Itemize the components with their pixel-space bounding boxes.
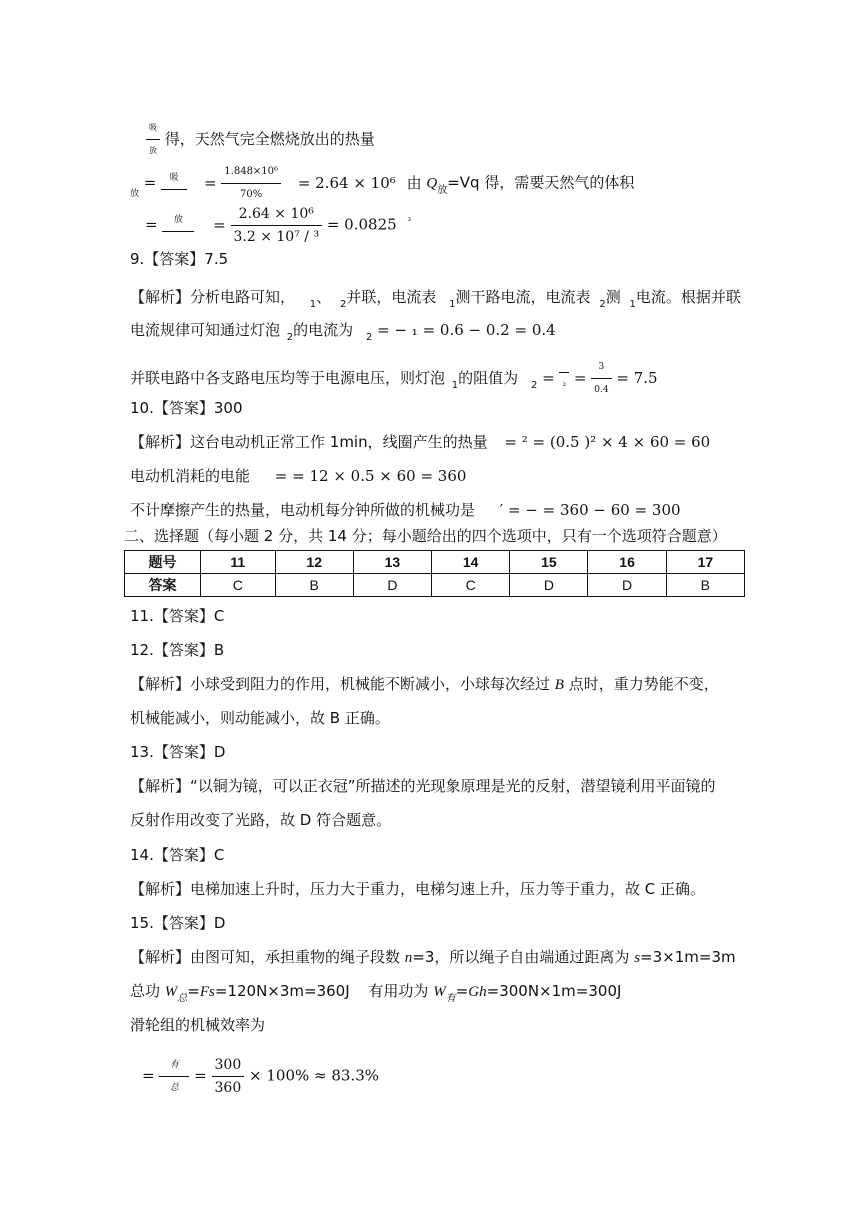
analysis-9-line-2: 电流规律可知通过灯泡 $_2$的电流为 $_2$ = − ₁ = 0.6 − 0.2 = 0.4 [130,321,556,343]
answer-table [124,550,745,597]
answer-9: 9.【答案】7.5 [130,250,229,268]
answer-15: 15.【答案】D [130,914,226,932]
fraction: $\frac{\text{吸}}{\text{放}}$ [146,118,160,161]
fraction: $\frac{\text{2.64 × 10⁶}}{\text{3.2 × 10⁷ / ³}}$ [231,204,323,247]
table-cell: 答案 [125,574,201,597]
efficiency-formula: = $\frac{\text{有}}{\text{总}}$ = $\frac{300}{360}$ × 100% ≈ 83.3% [142,1057,379,1096]
table-cell: 题号 [125,551,201,574]
formula-line-3: = 放 = $\frac{\text{2.64 × 10⁶}}{\text{3.2 × 10⁷ / ³}}$ = 0.0825 $^{^3}$ [145,206,412,245]
analysis-9-line-1: 【解析】分析电路可知， $_1$、 $_2$并联，电流表 $_1$测干路电流，电流表 $_2$测 $_1$电流。根据并联 [130,288,741,310]
analysis-14-line-1: 【解析】电梯加速上升时，压力大于重力，电梯匀速上升，压力等于重力，故 C 正确。 [130,880,706,898]
formula-line-1: $\frac{\text{吸}}{\text{放}}$ 得，天然气完全燃烧放出的热量 [146,118,375,161]
table-cell: 16 [588,551,666,574]
fraction: 吸 [161,168,187,199]
table-cell: D [353,574,431,597]
answer-14: 14.【答案】C [130,846,225,864]
fraction: $\frac{\text{有}}{\text{总}}$ [159,1055,189,1098]
answer-10: 10.【答案】300 [130,399,243,417]
table-cell: C [432,574,510,597]
analysis-13-line-2: 反射作用改变了光路，故 D 符合题意。 [130,811,392,829]
analysis-10-line-1: 【解析】这台电动机正常工作 1min，线圈产生的热量 = ² = (0.5 )² × 4 × 60 = 60 [130,433,711,451]
analysis-15-line-3: 滑轮组的机械效率为 [130,1016,266,1034]
analysis-15-line-1: 【解析】由图可知，承担重物的绳子段数 n=3，所以绳子自由端通过距离为 s=3×1m=3m [130,948,736,966]
answer-12: 12.【答案】B [130,641,225,659]
analysis-9-line-3: 并联电路中各支路电压均等于电源电压，则灯泡 $_1$的阻值为 $_2$ = ₂ = $\frac{3}{0.4}$ = 7.5 [130,357,658,400]
fraction: 放 [162,210,194,241]
answer-13: 13.【答案】D [130,743,226,761]
table-cell: 12 [275,551,353,574]
table-cell: B [275,574,353,597]
table-cell: D [510,574,588,597]
formula-line-2: $_放$ = 吸 = $\frac{\text{1.848×10⁶}}{70\%}$ = 2.64 × 10⁶ 由 $Q_放=Vq$ 得，需要天然气的体积 [130,162,634,205]
answer-11: 11.【答案】C [130,607,225,625]
analysis-10-line-3: 不计摩擦产生的热量，电动机每分钟所做的机械功是 ′ = − = 360 − 60 = 300 [130,501,681,519]
table-cell: C [201,574,276,597]
table-cell: 15 [510,551,588,574]
fraction: $\frac{\text{1.848×10⁶}}{70\%}$ [221,162,281,205]
fraction: ₂ [559,363,569,394]
table-cell: B [666,574,744,597]
analysis-13-line-1: 【解析】“以铜为镜，可以正衣冠”所描述的光现象原理是光的反射，潜望镜利用平面镜的 [130,777,716,795]
table-cell: 14 [432,551,510,574]
analysis-12-line-2: 机械能减小，则动能减小，故 B 正确。 [130,709,390,727]
fraction: $\frac{3}{0.4}$ [591,357,611,400]
analysis-12-line-1: 【解析】小球受到阻力的作用，机械能不断减小，小球每次经过 B 点时，重力势能不变， [130,675,719,693]
table-row [125,551,745,574]
analysis-15-line-2: 总功 $W_总=Fs=120N\times 3m=360J$ 有用功为 $W_有=Gh=300N\times 1m=300J$ [130,982,622,1004]
table-cell: 13 [353,551,431,574]
analysis-10-line-2: 电动机消耗的电能 = = 12 × 0.5 × 60 = 360 [130,467,467,485]
section-title: 二、选择题（每小题 2 分，共 14 分；每小题给出的四个选项中，只有一个选项符合题意） [124,527,727,545]
fraction: $\frac{300}{360}$ [212,1055,245,1098]
table-cell: D [588,574,666,597]
table-row [125,574,745,597]
table-cell: 11 [201,551,276,574]
table-cell: 17 [666,551,744,574]
